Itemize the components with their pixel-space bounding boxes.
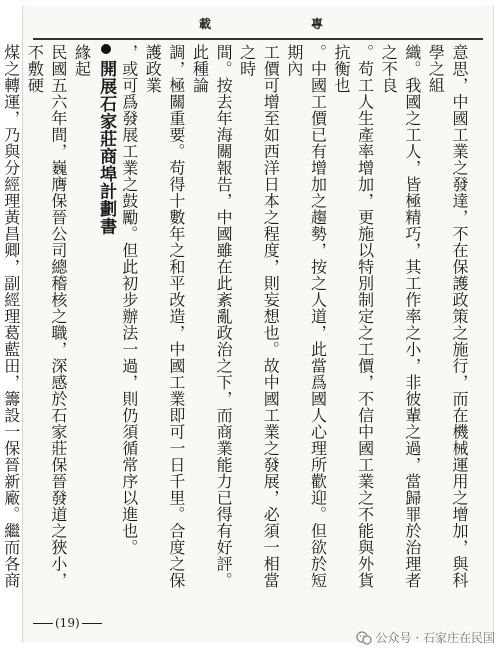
page-footer [33, 616, 102, 630]
text-line: 。中國工價已有增加之趨勢，按之人道，此當爲國人心理所歡迎。但欲於短期內 [284, 44, 328, 589]
header-left-char: 載 [199, 17, 212, 31]
text-line: 意思，中國工業之發達，不在保護政策之施行，而在機械運用之增加，與科學之組 [426, 44, 469, 589]
section-title: 緣起 [72, 44, 92, 77]
text-line: ，或可爲發展工業之鼓勵。但此初步辦法一過，則仍須循常序以進也。 [119, 44, 139, 556]
text-line: 。苟工人生產率增加，更施以特別制定之工價，不信中國工業之不能與外貨抗衡也 [332, 44, 375, 589]
text-line: 調，極關重要。苟得十數年之和平改造，中國工業即可一日千里。合度之保護政業 [143, 44, 186, 589]
vertical-text-block [1, 44, 471, 602]
page-number: (19) [55, 616, 80, 630]
text-line: 工價可增至如西洋日本之程度，則妄想也。故中國工業之發展，必須一相當之時 [237, 44, 281, 589]
wechat-icon [356, 630, 372, 646]
body-line: 民國五六年間，巍膺保晉公司總稽核之職，深感於石家莊保晉發道之狹小，不敷硬 [25, 44, 68, 589]
book-page [1, 6, 494, 642]
bullet-dot-icon [101, 44, 111, 54]
section-heading [94, 44, 118, 602]
text-line: 間。按去年海關報告，中國雖在此紊亂政治之下，而商業能力已得有好評。此種論 [190, 44, 234, 589]
heading-text: 開展石家莊商埠計劃書 [96, 60, 117, 235]
body-line: 煤之轉運，乃與分經理黃昌卿，副經理葛藍田，籌設一保晉新廠。繼而各商 [1, 44, 21, 589]
footer-dash-left [33, 623, 53, 624]
footer-dash-right [82, 623, 102, 624]
header-rule [33, 38, 483, 40]
text-line: 織。我國之工人，皆極精巧，其工作率之小，非彼輩之過，當歸罪於治理者之不良 [379, 44, 422, 589]
watermark-text: 公众号 · 石家庄在民国 [375, 631, 495, 645]
header-right-char: 專 [311, 17, 324, 31]
watermark [356, 629, 495, 646]
